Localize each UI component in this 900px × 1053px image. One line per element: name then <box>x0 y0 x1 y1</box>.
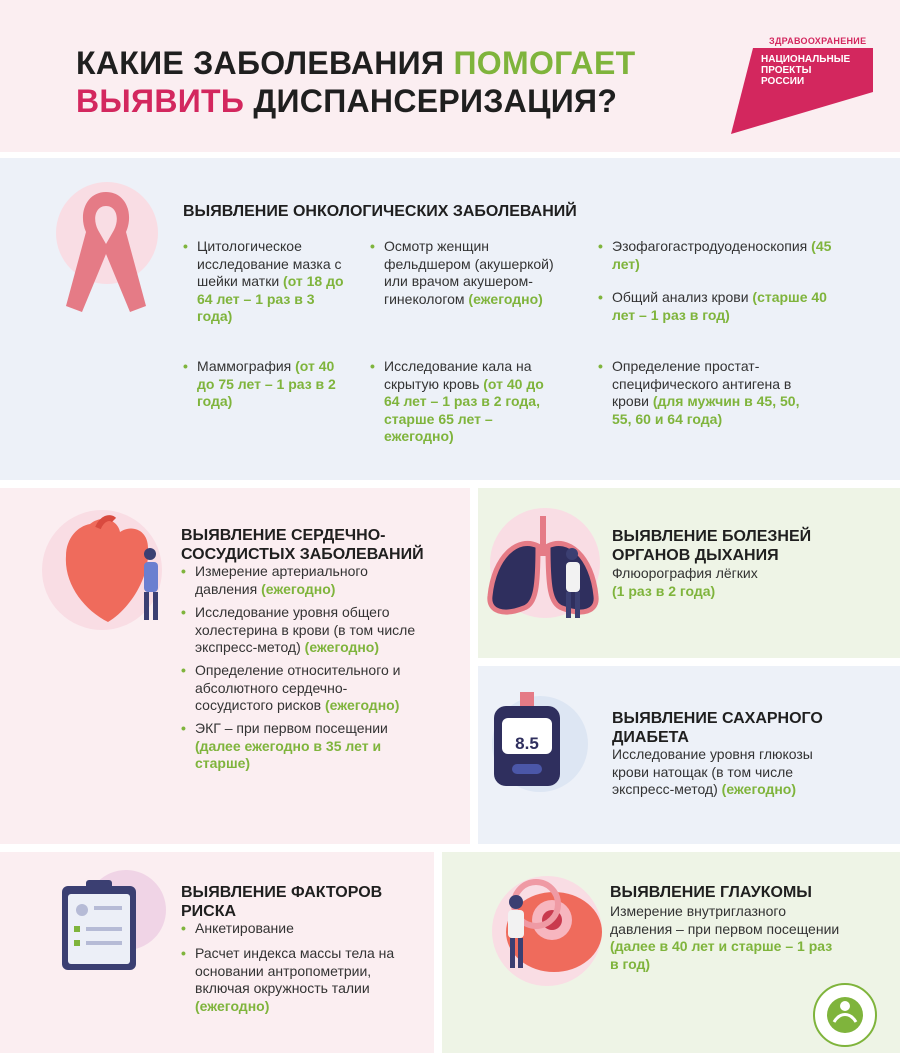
onco-item-7: • Определение простат-специфического антигена в крови (для мужчин в 45, 50, 55, 60 и 64 года) <box>598 358 818 428</box>
diabetes-section <box>478 666 900 844</box>
risk-item-2: • Расчет индекса массы тела на основании антропометрии, включая окружность талии (ежегодно) <box>181 945 421 1015</box>
logo-line-2: ПРОЕКТЫ <box>761 65 812 76</box>
cardio-item-1: • Измерение артериального давления (ежегодно) <box>181 563 411 598</box>
logo-line-3: РОССИИ <box>761 76 805 87</box>
title-part-4: ДИСПАНСЕРИЗАЦИЯ? <box>253 83 618 119</box>
eye-icon <box>504 880 604 980</box>
title-part-3: ВЫЯВИТЬ <box>76 83 245 119</box>
risk-factors-section <box>0 852 434 1053</box>
stamp-icon <box>812 982 878 1048</box>
onco-item-6: • Общий анализ крови (старше 40 лет – 1 раз в год) <box>598 289 838 324</box>
page-title <box>76 44 635 120</box>
cardio-item-4: • ЭКГ – при первом посещении (далее ежегодно в 35 лет и старше) <box>181 720 421 773</box>
cardio-title: ВЫЯВЛЕНИЕ СЕРДЕЧНО-СОСУДИСТЫХ ЗАБОЛЕВАНИЙ <box>181 527 424 563</box>
onco-item-1: • Цитологическое исследование мазка с шейки матки (от 18 до 64 лет – 1 раз в 3 года) <box>183 238 353 326</box>
onco-item-2: • Маммография (от 40 до 75 лет – 1 раз в 2 года) <box>183 358 353 411</box>
onco-item-3: • Осмотр женщин фельдшером (акушеркой) или врачом акушером-гинекологом (ежегодно) <box>370 238 575 308</box>
glaucoma-section <box>442 852 900 1053</box>
respiratory-section <box>478 488 900 658</box>
respiratory-title: ВЫЯВЛЕНИЕ БОЛЕЗНЕЙ ОРГАНОВ ДЫХАНИЯ <box>612 528 812 564</box>
logo-text <box>761 54 850 87</box>
onco-item-5: • Эзофагогастродуоденоскопия (45 лет) <box>598 238 848 273</box>
diabetes-title: ВЫЯВЛЕНИЕ САХАРНОГО ДИАБЕТА <box>612 710 823 746</box>
ribbon-icon <box>56 184 156 314</box>
risk-item-1: • Анкетирование <box>181 920 421 938</box>
risk-title: ВЫЯВЛЕНИЕ ФАКТОРОВ РИСКА <box>181 884 383 920</box>
glaucoma-title: ВЫЯВЛЕНИЕ ГЛАУКОМЫ <box>610 884 812 901</box>
heart-icon <box>58 514 168 624</box>
title-part-2: ПОМОГАЕТ <box>453 45 636 81</box>
cardio-item-3: • Определение относительного и абсолютного сердечно-сосудистого рисков (ежегодно) <box>181 662 421 715</box>
oncology-title: ВЫЯВЛЕНИЕ ОНКОЛОГИЧЕСКИХ ЗАБОЛЕВАНИЙ <box>183 203 577 220</box>
national-projects-logo <box>723 30 883 136</box>
glaucoma-text: Измерение внутриглазного давления – при первом посещении (далее в 40 лет и старше – 1 раз в год) <box>610 903 840 972</box>
clipboard-icon <box>62 880 142 970</box>
diabetes-text: Исследование уровня глюкозы крови натощак (в том числе экспресс-метод) (ежегодно) <box>612 746 813 797</box>
logo-top-text: ЗДРАВООХРАНЕНИЕ <box>769 36 867 46</box>
glucometer-value: 8.5 <box>515 734 539 753</box>
title-part-1: КАКИЕ ЗАБОЛЕВАНИЯ <box>76 45 445 81</box>
cardio-section <box>0 488 470 844</box>
cardio-item-2: • Исследование уровня общего холестерина в крови (в том числе экспресс-метод) (ежегодно) <box>181 604 416 657</box>
header <box>0 0 900 152</box>
respiratory-text: Флюорография лёгких (1 раз в 2 года) <box>612 565 758 599</box>
onco-item-4: • Исследование кала на скрытую кровь (от 40 до 64 лет – 1 раз в 2 года, старше 65 лет – ежегодно) <box>370 358 545 446</box>
lungs-icon <box>484 516 604 626</box>
logo-line-1: НАЦИОНАЛЬНЫЕ <box>761 54 851 65</box>
oncology-section <box>0 158 900 480</box>
